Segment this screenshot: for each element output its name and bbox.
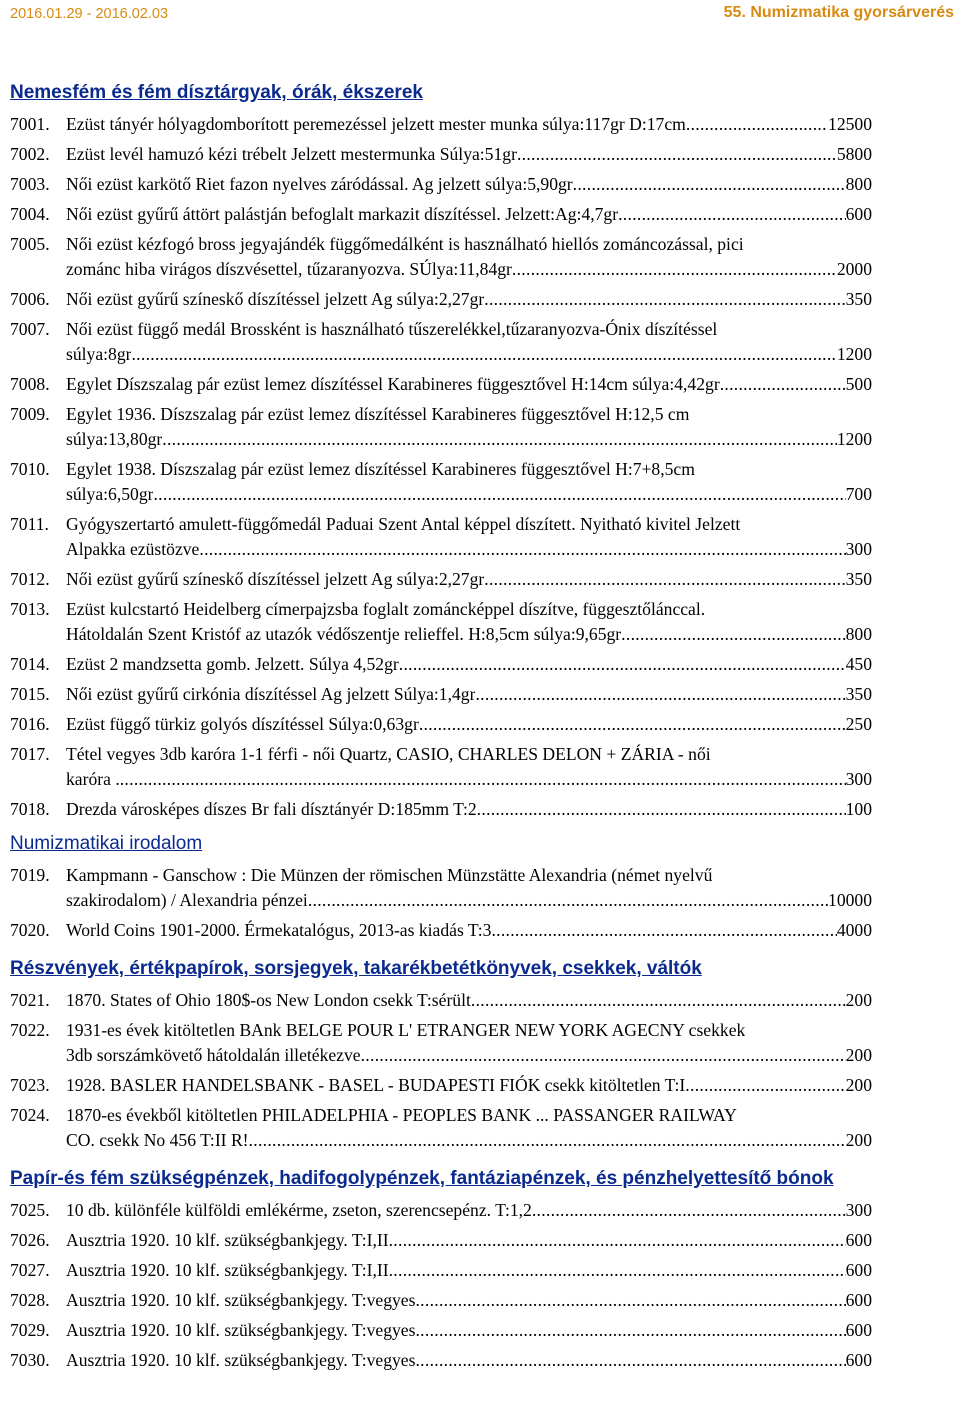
dot-leader	[162, 427, 837, 452]
lot-description: 1870. States of Ohio 180$-os New London csekk T:sérült	[66, 990, 471, 1010]
auction-title: 55. Numizmatika gyorsárverés	[723, 4, 954, 21]
lot-description: Női ezüst gyűrű áttört palástján befoglalt markazit díszítéssel. Jelzett:Ag:4,7gr	[66, 204, 619, 224]
lot-price: 300	[845, 1200, 872, 1220]
section-heading: Részvények, értékpapírok, sorsjegyek, takarékbetétkönyvek, csekkek, váltók	[10, 958, 702, 979]
lot-description: Gyógyszertartó amulett-függőmedál Paduai Szent Antal képpel díszített. Nyitható kivitel Jelzett	[66, 514, 741, 534]
lot-item	[10, 1348, 872, 1373]
lot-number: 7009.	[10, 404, 50, 424]
lot-price: 4000	[836, 920, 872, 940]
dot-leader	[686, 112, 828, 137]
lot-description: 3db sorszámkövető hátoldalán illetékezve	[66, 1045, 361, 1065]
lot-number: 7027.	[10, 1260, 50, 1280]
lot-number: 7029.	[10, 1320, 50, 1340]
dot-leader	[361, 1043, 846, 1068]
dot-leader	[415, 1348, 845, 1373]
lot-price: 5800	[836, 144, 872, 164]
lot-item	[10, 202, 872, 227]
lot-description: Ausztria 1920. 10 klf. szükségbankjegy. T:I,II	[66, 1230, 389, 1250]
dot-leader	[573, 172, 846, 197]
lot-price: 200	[845, 990, 872, 1010]
lot-description: 1931-es évek kitöltetlen BAnk BELGE POUR L' ETRANGER NEW YORK AGECNY csekkek	[66, 1020, 746, 1040]
lot-number: 7011.	[10, 514, 49, 534]
lot-item	[10, 863, 872, 913]
lot-item	[10, 372, 872, 397]
lot-description: Női ezüst gyűrű cirkónia díszítéssel Ag jelzett Súlya:1,4gr	[66, 684, 476, 704]
dot-leader	[532, 1198, 846, 1223]
dot-leader	[475, 682, 845, 707]
lot-item	[10, 918, 872, 943]
lot-item	[10, 682, 872, 707]
lot-item	[10, 567, 872, 592]
lot-item	[10, 597, 872, 647]
lot-item	[10, 402, 872, 452]
dot-leader	[399, 652, 846, 677]
dot-leader	[131, 342, 836, 367]
lot-number: 7015.	[10, 684, 50, 704]
lot-description: Ezüst tányér hólyagdomborított peremezéssel jelzett mester munka súlya:117gr D:17cm	[66, 114, 686, 134]
lot-description: 1870-es évekből kitöltetlen PHILADELPHIA - PEOPLES BANK ... PASSANGER RAILWAY	[66, 1105, 737, 1125]
lot-price: 1200	[836, 429, 872, 449]
lot-number: 7008.	[10, 374, 50, 394]
lot-number: 7018.	[10, 799, 50, 819]
lot-price: 300	[845, 769, 872, 789]
lot-price: 500	[845, 374, 872, 394]
lot-price: 800	[845, 174, 872, 194]
lot-description: Ausztria 1920. 10 klf. szükségbankjegy. T:vegyes	[66, 1350, 416, 1370]
lot-item	[10, 287, 872, 312]
lot-price: 600	[845, 1230, 872, 1250]
lot-number: 7007.	[10, 319, 50, 339]
page-header	[0, 0, 960, 30]
lot-description: Tétel vegyes 3db karóra 1-1 férfi - női Quartz, CASIO, CHARLES DELON + ZÁRIA - női	[66, 744, 711, 764]
lot-description: Hátoldalán Szent Kristóf az utazók védőszentje relieffel. H:8,5cm súlya:9,65gr	[66, 624, 622, 644]
lot-number: 7023.	[10, 1075, 50, 1095]
dot-leader	[419, 712, 846, 737]
lot-number: 7020.	[10, 920, 50, 940]
lot-description: Ezüst levél hamuzó kézi trébelt Jelzett mestermunka Súlya:51gr	[66, 144, 517, 164]
lot-description: Női ezüst karkötő Riet fazon nyelves záródással. Ag jelzett súlya:5,90gr	[66, 174, 573, 194]
lot-item	[10, 797, 872, 822]
lot-price: 2000	[836, 259, 872, 279]
lot-item	[10, 1288, 872, 1313]
lot-item	[10, 1258, 872, 1283]
lot-number: 7017.	[10, 744, 50, 764]
section-heading: Papír-és fém szükségpénzek, hadifogolypénzek, fantáziapénzek, és pénzhelyettesítő bónok	[10, 1168, 834, 1189]
lot-item	[10, 1073, 872, 1098]
lot-number: 7010.	[10, 459, 50, 479]
lot-description: súlya:6,50gr	[66, 484, 154, 504]
lot-description: szakirodalom) / Alexandria pénzei	[66, 890, 308, 910]
lot-description: zománc hiba virágos díszvésettel, tűzaranyozva. SÚlya:11,84gr	[66, 259, 512, 279]
dot-leader	[389, 1228, 846, 1253]
lot-description: Ezüst 2 mandzsetta gomb. Jelzett. Súlya 4,52gr	[66, 654, 399, 674]
lot-number: 7005.	[10, 234, 50, 254]
dot-leader	[153, 482, 845, 507]
lot-description: Ausztria 1920. 10 klf. szükségbankjegy. T:vegyes	[66, 1290, 416, 1310]
lot-item	[10, 1198, 872, 1223]
lot-description: Kampmann - Ganschow : Die Münzen der römischen Münzstätte Alexandria (német nyelvű	[66, 865, 713, 885]
lot-description: Női ezüst kézfogó bross jegyajándék függőmedálként is használható hiellós zománcozással, pici	[66, 234, 744, 254]
lot-description: Ezüst függő türkiz golyós díszítéssel Súlya:0,63gr	[66, 714, 419, 734]
lot-number: 7025.	[10, 1200, 50, 1220]
dot-leader	[308, 888, 828, 913]
lot-price: 600	[845, 1320, 872, 1340]
dot-leader	[199, 537, 845, 562]
lot-item	[10, 142, 872, 167]
lot-description: CO. csekk No 456 T:II R!	[66, 1130, 249, 1150]
lot-item	[10, 1018, 872, 1068]
lot-item	[10, 1318, 872, 1343]
lot-number: 7004.	[10, 204, 50, 224]
lot-item	[10, 712, 872, 737]
lot-item	[10, 988, 872, 1013]
lot-description: karóra .	[66, 769, 120, 789]
dot-leader	[484, 567, 845, 592]
dot-leader	[471, 988, 846, 1013]
lot-price: 10000	[828, 890, 872, 910]
dot-leader	[249, 1128, 846, 1153]
lot-price: 200	[845, 1045, 872, 1065]
lot-number: 7024.	[10, 1105, 50, 1125]
lot-item	[10, 1103, 872, 1153]
lot-number: 7014.	[10, 654, 50, 674]
lot-price: 600	[845, 1290, 872, 1310]
lot-number: 7002.	[10, 144, 50, 164]
lot-item	[10, 172, 872, 197]
lot-price: 350	[845, 569, 872, 589]
lot-description: Egylet Díszszalag pár ezüst lemez díszítéssel Karabineres függesztővel H:14cm súlya:4,42gr	[66, 374, 720, 394]
lot-description: Ezüst kulcstartó Heidelberg címerpajzsba foglalt zománcképpel díszítve, függesztőlánccal.	[66, 599, 706, 619]
dot-leader	[389, 1258, 846, 1283]
lot-description: súlya:13,80gr	[66, 429, 163, 449]
dot-leader	[512, 257, 837, 282]
lot-number: 7019.	[10, 865, 50, 885]
lot-price: 600	[845, 1260, 872, 1280]
lot-price: 250	[845, 714, 872, 734]
lot-description: Drezda városképes díszes Br fali dísztányér D:185mm T:2	[66, 799, 477, 819]
dot-leader	[120, 767, 846, 792]
lot-description: Ausztria 1920. 10 klf. szükségbankjegy. T:vegyes	[66, 1320, 416, 1340]
lot-price: 200	[845, 1130, 872, 1150]
lot-description: Egylet 1936. Díszszalag pár ezüst lemez díszítéssel Karabineres függesztővel H:12,5 cm	[66, 404, 690, 424]
lot-number: 7016.	[10, 714, 50, 734]
section-heading: Nemesfém és fém dísztárgyak, órák, ékszerek	[10, 82, 423, 103]
lot-price: 100	[845, 799, 872, 819]
dot-leader	[415, 1318, 845, 1343]
lot-number: 7026.	[10, 1230, 50, 1250]
lot-price: 600	[845, 204, 872, 224]
lot-description: World Coins 1901-2000. Érmekatalógus, 2013-as kiadás T:3	[66, 920, 492, 940]
lot-number: 7022.	[10, 1020, 50, 1040]
lot-description: Alpakka ezüstözve	[66, 539, 200, 559]
lot-number: 7028.	[10, 1290, 50, 1310]
lot-number: 7006.	[10, 289, 50, 309]
dot-leader	[621, 622, 845, 647]
lot-price: 200	[845, 1075, 872, 1095]
lot-number: 7001.	[10, 114, 50, 134]
date-range: 2016.01.29 - 2016.02.03	[10, 6, 169, 22]
lot-number: 7003.	[10, 174, 50, 194]
lot-list	[10, 80, 872, 1378]
lot-item	[10, 512, 872, 562]
lot-item	[10, 1228, 872, 1253]
lot-item	[10, 112, 872, 137]
lot-item	[10, 232, 872, 282]
lot-item	[10, 457, 872, 507]
dot-leader	[720, 372, 846, 397]
lot-price: 1200	[836, 344, 872, 364]
lot-price: 700	[845, 484, 872, 504]
lot-item	[10, 317, 872, 367]
dot-leader	[415, 1288, 845, 1313]
lot-item	[10, 652, 872, 677]
lot-description: Ausztria 1920. 10 klf. szükségbankjegy. T:I,II	[66, 1260, 389, 1280]
dot-leader	[477, 797, 846, 822]
lot-price: 12500	[828, 114, 872, 134]
lot-number: 7030.	[10, 1350, 50, 1370]
lot-description: súlya:8gr	[66, 344, 132, 364]
dot-leader	[484, 287, 845, 312]
dot-leader	[685, 1073, 845, 1098]
lot-price: 800	[845, 624, 872, 644]
lot-price: 350	[845, 289, 872, 309]
lot-price: 350	[845, 684, 872, 704]
lot-price: 450	[845, 654, 872, 674]
lot-item	[10, 742, 872, 792]
lot-description: 1928. BASLER HANDELSBANK - BASEL - BUDAPESTI FIÓK csekk kitöltetlen T:I	[66, 1075, 686, 1095]
dot-leader	[618, 202, 846, 227]
lot-price: 600	[845, 1350, 872, 1370]
dot-leader	[491, 918, 836, 943]
lot-description: Női ezüst gyűrű színeskő díszítéssel jelzett Ag súlya:2,27gr	[66, 569, 485, 589]
lot-number: 7013.	[10, 599, 50, 619]
dot-leader	[517, 142, 837, 167]
lot-description: Női ezüst függő medál Brossként is használható tűszerelékkel,tűzaranyozva-Ónix díszítéssel	[66, 319, 718, 339]
lot-number: 7012.	[10, 569, 50, 589]
section-heading: Numizmatikai irodalom	[10, 833, 203, 854]
lot-description: 10 db. különféle külföldi emlékérme, zseton, szerencsepénz. T:1,2	[66, 1200, 532, 1220]
lot-number: 7021.	[10, 990, 50, 1010]
lot-description: Női ezüst gyűrű színeskő díszítéssel jelzett Ag súlya:2,27gr	[66, 289, 485, 309]
lot-price: 300	[845, 539, 872, 559]
lot-description: Egylet 1938. Díszszalag pár ezüst lemez díszítéssel Karabineres függesztővel H:7+8,5cm	[66, 459, 695, 479]
